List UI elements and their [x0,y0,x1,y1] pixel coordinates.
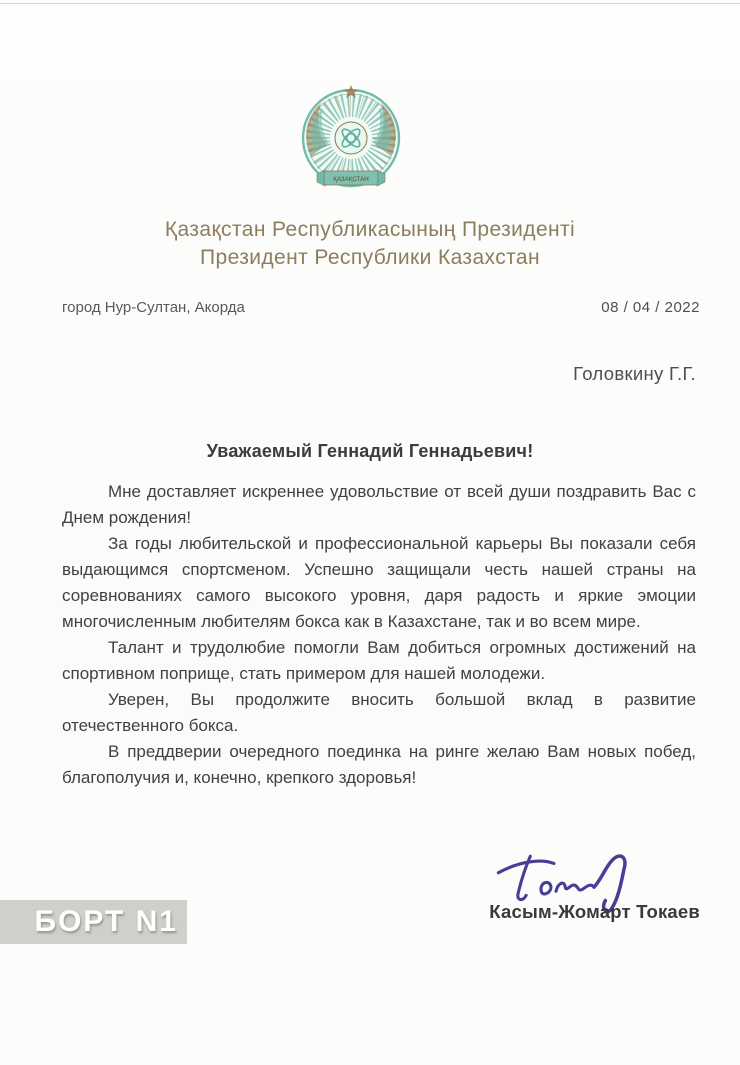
watermark-band [0,900,187,944]
salutation: Уважаемый Геннадий Геннадьевич! [206,441,534,461]
letter-place: город Нур-Султан, Акорда [62,299,245,316]
paragraph-4: Уверен, Вы продолжите вносить большой вклад в развитие отечественного бокса. [62,690,696,735]
emblem-banner-label: ҚАЗАҚСТАН [333,176,369,183]
meta-row [62,299,700,316]
kazakhstan-coat-of-arms-icon [295,82,407,200]
letter-date: 08 / 04 / 2022 [601,299,700,316]
letter-body [62,479,696,791]
watermark-text: БОРТ N1 [34,905,178,938]
handwritten-signature [492,846,657,918]
paragraph-2: За годы любительской и профессиональной карьеры Вы показали себя выдающимся спортсменом. Успешно защищали честь нашей страны на соревнованиях самого высокого уровня, даря радость и яркие эмоции многочисленным любителям бокса как в Казахстане, так и во всем мире. [62,534,696,631]
letterhead-title-kazakh: Қазақстан Республикасының Президенті [164,218,576,241]
letterhead [0,216,740,272]
paragraph-3: Талант и трудолюбие помогли Вам добиться огромных достижений на спортивном поприще, стать примером для нашей молодежи. [62,638,696,683]
letterhead-title-russian: Президент Республики Казахстан [200,246,540,269]
paragraph-5: В преддверии очередного поединка на ринге желаю Вам новых побед, благополучия и, конечно, крепкого здоровья! [62,742,696,787]
addressee: Головкину Г.Г. [573,363,696,384]
scan-edge-line [0,3,740,4]
paragraph-1: Мне доставляет искреннее удовольствие от всей души поздравить Вас с Днем рождения! [62,482,696,527]
signer-name: Касым-Жомарт Токаев [489,901,700,922]
